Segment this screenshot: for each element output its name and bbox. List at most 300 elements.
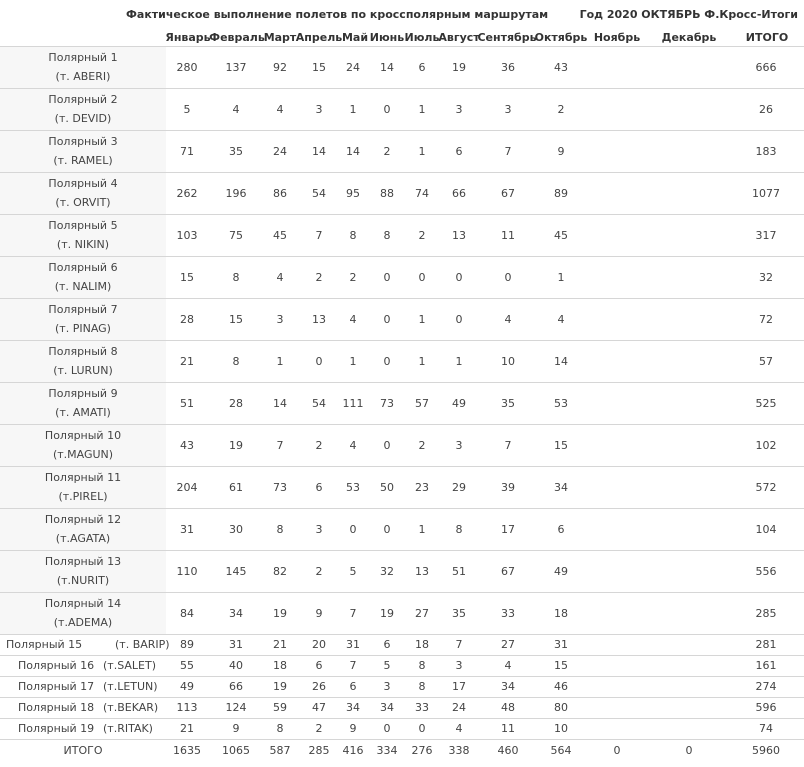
value-cell: 2 bbox=[418, 229, 426, 242]
value-cell: 4 bbox=[232, 103, 240, 116]
value-cell bbox=[587, 173, 647, 215]
table-row bbox=[0, 592, 804, 635]
value-cell: 21 bbox=[273, 638, 287, 651]
value-cell: 14 bbox=[554, 355, 568, 368]
value-cell: 14 bbox=[273, 397, 287, 410]
value-cell bbox=[659, 173, 719, 215]
table-row bbox=[0, 676, 804, 697]
value-cell: 204 bbox=[176, 481, 198, 494]
table-row bbox=[0, 697, 804, 718]
value-cell: 28 bbox=[229, 397, 243, 410]
value-cell: 31 bbox=[180, 523, 194, 536]
value-cell: 31 bbox=[229, 638, 243, 651]
value-cell: 66 bbox=[452, 187, 466, 200]
value-cell: 3 bbox=[383, 680, 391, 693]
route-point: (т. ABERI) bbox=[55, 70, 111, 83]
value-cell: 5 bbox=[349, 565, 357, 578]
table-row bbox=[0, 718, 804, 739]
value-cell: 21 bbox=[180, 722, 194, 735]
row-total-cell: 596 bbox=[755, 701, 777, 714]
value-cell: 124 bbox=[225, 701, 247, 714]
value-cell: 49 bbox=[452, 397, 466, 410]
value-cell: 2 bbox=[418, 439, 426, 452]
value-cell: 7 bbox=[315, 229, 323, 242]
route-point: (т.MAGUN) bbox=[52, 448, 114, 461]
value-cell: 0 bbox=[383, 439, 391, 452]
value-cell: 8 bbox=[276, 523, 284, 536]
value-cell: 11 bbox=[501, 722, 515, 735]
value-cell bbox=[659, 47, 719, 89]
value-cell bbox=[587, 635, 647, 655]
value-cell: 0 bbox=[418, 722, 426, 735]
row-total-cell: 104 bbox=[755, 523, 777, 536]
total-value-cell: 338 bbox=[448, 744, 470, 757]
route-point: (т.LETUN) bbox=[103, 680, 158, 693]
value-cell: 3 bbox=[455, 103, 463, 116]
value-cell bbox=[587, 656, 647, 676]
value-cell: 67 bbox=[501, 187, 515, 200]
value-cell: 88 bbox=[380, 187, 394, 200]
value-cell bbox=[587, 89, 647, 131]
value-cell: 8 bbox=[276, 722, 284, 735]
column-header: Август bbox=[438, 31, 480, 44]
value-cell: 43 bbox=[180, 439, 194, 452]
value-cell: 84 bbox=[180, 607, 194, 620]
value-cell: 27 bbox=[501, 638, 515, 651]
value-cell bbox=[587, 131, 647, 173]
value-cell: 49 bbox=[180, 680, 194, 693]
value-cell: 6 bbox=[315, 481, 323, 494]
row-total-cell: 274 bbox=[755, 680, 777, 693]
table-row bbox=[0, 655, 804, 676]
value-cell: 34 bbox=[229, 607, 243, 620]
column-header: ИТОГО bbox=[745, 31, 789, 44]
value-cell: 5 bbox=[383, 659, 391, 672]
total-value-cell: 276 bbox=[411, 744, 433, 757]
value-cell: 0 bbox=[418, 271, 426, 284]
route-name-cell bbox=[0, 593, 166, 635]
route-point: (т.RITAK) bbox=[103, 722, 153, 735]
row-total-cell: 285 bbox=[755, 607, 777, 620]
value-cell: 53 bbox=[346, 481, 360, 494]
value-cell: 17 bbox=[501, 523, 515, 536]
value-cell: 9 bbox=[557, 145, 565, 158]
value-cell: 50 bbox=[380, 481, 394, 494]
table-row bbox=[0, 424, 804, 467]
value-cell: 48 bbox=[501, 701, 515, 714]
value-cell: 61 bbox=[229, 481, 243, 494]
route-name-cell bbox=[0, 383, 166, 425]
route-name-cell bbox=[0, 47, 166, 89]
value-cell: 13 bbox=[452, 229, 466, 242]
route-point: (т.ADEMA) bbox=[53, 616, 113, 629]
value-cell: 262 bbox=[176, 187, 198, 200]
value-cell: 19 bbox=[380, 607, 394, 620]
value-cell: 27 bbox=[415, 607, 429, 620]
route-name-cell bbox=[0, 425, 166, 467]
route-point: (т. ORVIT) bbox=[55, 196, 111, 209]
column-header: Март bbox=[263, 31, 297, 44]
report-title: Фактическое выполнение полетов по кроссполярным маршрутам bbox=[126, 8, 549, 21]
value-cell: 2 bbox=[315, 439, 323, 452]
table-row bbox=[0, 214, 804, 257]
value-cell bbox=[659, 551, 719, 593]
value-cell: 33 bbox=[415, 701, 429, 714]
value-cell: 6 bbox=[315, 659, 323, 672]
table-row bbox=[0, 466, 804, 509]
total-value-cell: 285 bbox=[308, 744, 330, 757]
value-cell: 75 bbox=[229, 229, 243, 242]
value-cell: 11 bbox=[501, 229, 515, 242]
value-cell bbox=[659, 215, 719, 257]
value-cell: 24 bbox=[273, 145, 287, 158]
value-cell: 8 bbox=[232, 355, 240, 368]
value-cell: 59 bbox=[273, 701, 287, 714]
value-cell bbox=[587, 299, 647, 341]
value-cell: 7 bbox=[455, 638, 463, 651]
value-cell: 92 bbox=[273, 61, 287, 74]
route-point: (т. NIKIN) bbox=[56, 238, 110, 251]
row-total-cell: 666 bbox=[755, 61, 777, 74]
value-cell bbox=[659, 383, 719, 425]
route-name: Полярный 14 bbox=[44, 597, 122, 610]
value-cell bbox=[587, 593, 647, 635]
value-cell: 31 bbox=[554, 638, 568, 651]
row-total-cell: 32 bbox=[759, 271, 773, 284]
value-cell: 4 bbox=[504, 659, 512, 672]
value-cell: 0 bbox=[455, 313, 463, 326]
value-cell: 8 bbox=[418, 659, 426, 672]
route-point: (т. AMATI) bbox=[55, 406, 111, 419]
row-total-cell: 183 bbox=[755, 145, 777, 158]
value-cell: 0 bbox=[383, 722, 391, 735]
value-cell: 47 bbox=[312, 701, 326, 714]
value-cell: 23 bbox=[415, 481, 429, 494]
column-header: Июль bbox=[404, 31, 440, 44]
route-point: (т. DEVID) bbox=[54, 112, 112, 125]
value-cell: 80 bbox=[554, 701, 568, 714]
column-header: Январь bbox=[165, 31, 211, 44]
value-cell: 43 bbox=[554, 61, 568, 74]
value-cell bbox=[587, 47, 647, 89]
value-cell bbox=[659, 89, 719, 131]
value-cell: 8 bbox=[349, 229, 357, 242]
value-cell: 6 bbox=[455, 145, 463, 158]
value-cell: 24 bbox=[452, 701, 466, 714]
value-cell: 8 bbox=[455, 523, 463, 536]
totals-label: ИТОГО bbox=[63, 744, 103, 757]
route-name: Полярный 18 bbox=[18, 701, 95, 714]
row-total-cell: 161 bbox=[755, 659, 777, 672]
route-name: Полярный 8 bbox=[48, 345, 118, 358]
total-value-cell: 0 bbox=[685, 744, 693, 757]
total-value-cell: 1635 bbox=[173, 744, 201, 757]
value-cell bbox=[659, 719, 719, 739]
value-cell: 1 bbox=[455, 355, 463, 368]
total-value-cell: 1065 bbox=[222, 744, 250, 757]
row-total-cell: 317 bbox=[755, 229, 777, 242]
value-cell: 7 bbox=[349, 659, 357, 672]
route-point: (т.NURIT) bbox=[56, 574, 110, 587]
value-cell: 3 bbox=[276, 313, 284, 326]
row-total-cell: 72 bbox=[759, 313, 773, 326]
value-cell: 3 bbox=[455, 439, 463, 452]
value-cell: 45 bbox=[273, 229, 287, 242]
value-cell: 4 bbox=[276, 103, 284, 116]
value-cell: 14 bbox=[380, 61, 394, 74]
value-cell: 6 bbox=[557, 523, 565, 536]
value-cell: 2 bbox=[383, 145, 391, 158]
value-cell: 280 bbox=[176, 61, 198, 74]
value-cell: 89 bbox=[554, 187, 568, 200]
route-point: (т. LURUN) bbox=[53, 364, 113, 377]
value-cell: 46 bbox=[554, 680, 568, 693]
value-cell: 20 bbox=[312, 638, 326, 651]
value-cell: 145 bbox=[225, 565, 247, 578]
route-name: Полярный 7 bbox=[48, 303, 118, 316]
value-cell: 18 bbox=[415, 638, 429, 651]
total-value-cell: 587 bbox=[269, 744, 291, 757]
value-cell: 82 bbox=[273, 565, 287, 578]
column-header: Октябрь bbox=[534, 31, 588, 44]
value-cell: 3 bbox=[504, 103, 512, 116]
value-cell: 21 bbox=[180, 355, 194, 368]
route-name: Полярный 2 bbox=[48, 93, 118, 106]
value-cell: 54 bbox=[312, 187, 326, 200]
value-cell: 15 bbox=[312, 61, 326, 74]
row-total-cell: 281 bbox=[755, 638, 777, 651]
value-cell bbox=[659, 425, 719, 467]
value-cell: 9 bbox=[315, 607, 323, 620]
value-cell: 18 bbox=[554, 607, 568, 620]
route-name: Полярный 1 bbox=[48, 51, 118, 64]
value-cell bbox=[587, 341, 647, 383]
route-name-cell bbox=[0, 173, 166, 215]
value-cell bbox=[659, 509, 719, 551]
route-point: (т. PINAG) bbox=[55, 322, 111, 335]
row-total-cell: 57 bbox=[759, 355, 773, 368]
value-cell: 67 bbox=[501, 565, 515, 578]
value-cell: 4 bbox=[349, 439, 357, 452]
value-cell: 57 bbox=[415, 397, 429, 410]
value-cell: 2 bbox=[315, 722, 323, 735]
column-header: Май bbox=[341, 31, 369, 44]
value-cell: 34 bbox=[380, 701, 394, 714]
value-cell: 0 bbox=[383, 103, 391, 116]
value-cell: 4 bbox=[455, 722, 463, 735]
value-cell: 5 bbox=[183, 103, 191, 116]
route-name-cell bbox=[0, 467, 166, 509]
value-cell bbox=[659, 299, 719, 341]
total-value-cell: 460 bbox=[497, 744, 519, 757]
value-cell: 7 bbox=[504, 439, 512, 452]
table-row bbox=[0, 46, 804, 89]
value-cell: 2 bbox=[557, 103, 565, 116]
value-cell: 10 bbox=[554, 722, 568, 735]
value-cell: 1 bbox=[418, 523, 426, 536]
column-header: Апрель bbox=[295, 31, 343, 44]
table-row bbox=[0, 550, 804, 593]
column-header: Февраль bbox=[209, 31, 265, 44]
value-cell: 8 bbox=[418, 680, 426, 693]
value-cell bbox=[587, 698, 647, 718]
value-cell bbox=[587, 383, 647, 425]
route-name: Полярный 12 bbox=[44, 513, 122, 526]
value-cell: 19 bbox=[273, 607, 287, 620]
report-period: Год 2020 ОКТЯБРЬ Ф.Кросс-Итоги bbox=[579, 8, 798, 21]
value-cell: 29 bbox=[452, 481, 466, 494]
value-cell: 14 bbox=[346, 145, 360, 158]
value-cell bbox=[587, 719, 647, 739]
value-cell bbox=[587, 425, 647, 467]
value-cell: 8 bbox=[383, 229, 391, 242]
column-header: Сентябрь bbox=[477, 31, 537, 44]
value-cell: 6 bbox=[349, 680, 357, 693]
value-cell bbox=[587, 677, 647, 697]
route-name-cell bbox=[0, 341, 166, 383]
value-cell: 4 bbox=[504, 313, 512, 326]
value-cell: 86 bbox=[273, 187, 287, 200]
value-cell: 0 bbox=[383, 271, 391, 284]
table-row bbox=[0, 634, 804, 655]
route-name-cell bbox=[0, 215, 166, 257]
row-total-cell: 1077 bbox=[752, 187, 780, 200]
route-name: Полярный 11 bbox=[44, 471, 122, 484]
value-cell bbox=[659, 635, 719, 655]
value-cell: 14 bbox=[312, 145, 326, 158]
value-cell: 111 bbox=[342, 397, 364, 410]
route-point: (т.BEKAR) bbox=[103, 701, 159, 714]
value-cell: 66 bbox=[229, 680, 243, 693]
value-cell: 51 bbox=[180, 397, 194, 410]
value-cell: 8 bbox=[232, 271, 240, 284]
value-cell: 0 bbox=[383, 355, 391, 368]
value-cell: 3 bbox=[315, 103, 323, 116]
value-cell: 7 bbox=[349, 607, 357, 620]
table-row bbox=[0, 88, 804, 131]
value-cell: 196 bbox=[225, 187, 247, 200]
value-cell: 3 bbox=[455, 659, 463, 672]
row-total-cell: 102 bbox=[755, 439, 777, 452]
column-header: Июнь bbox=[369, 31, 405, 44]
table-row bbox=[0, 382, 804, 425]
column-header: Декабрь bbox=[661, 31, 717, 44]
value-cell: 1 bbox=[276, 355, 284, 368]
route-name-cell bbox=[0, 89, 166, 131]
value-cell: 95 bbox=[346, 187, 360, 200]
value-cell: 7 bbox=[276, 439, 284, 452]
value-cell: 2 bbox=[349, 271, 357, 284]
value-cell: 17 bbox=[452, 680, 466, 693]
row-total-cell: 74 bbox=[759, 722, 773, 735]
value-cell: 34 bbox=[554, 481, 568, 494]
value-cell: 54 bbox=[312, 397, 326, 410]
value-cell: 6 bbox=[418, 61, 426, 74]
value-cell: 1 bbox=[349, 355, 357, 368]
value-cell bbox=[659, 593, 719, 635]
value-cell: 34 bbox=[346, 701, 360, 714]
value-cell: 1 bbox=[418, 103, 426, 116]
route-name: Полярный 5 bbox=[48, 219, 118, 232]
value-cell: 1 bbox=[418, 355, 426, 368]
route-point: (т. BARIP) bbox=[115, 638, 170, 651]
route-name: Полярный 4 bbox=[48, 177, 118, 190]
value-cell: 103 bbox=[176, 229, 198, 242]
value-cell: 4 bbox=[557, 313, 565, 326]
value-cell: 110 bbox=[176, 565, 198, 578]
value-cell: 18 bbox=[273, 659, 287, 672]
value-cell bbox=[587, 551, 647, 593]
value-cell: 35 bbox=[452, 607, 466, 620]
route-name-cell bbox=[0, 131, 166, 173]
value-cell: 45 bbox=[554, 229, 568, 242]
value-cell bbox=[659, 131, 719, 173]
value-cell: 0 bbox=[383, 523, 391, 536]
column-header: Ноябрь bbox=[593, 31, 641, 44]
route-name-cell bbox=[0, 299, 166, 341]
value-cell: 15 bbox=[180, 271, 194, 284]
value-cell bbox=[659, 656, 719, 676]
route-point: (т.AGATA) bbox=[55, 532, 111, 545]
value-cell: 15 bbox=[554, 439, 568, 452]
route-name: Полярный 3 bbox=[48, 135, 118, 148]
value-cell: 71 bbox=[180, 145, 194, 158]
value-cell: 73 bbox=[380, 397, 394, 410]
route-name-cell bbox=[0, 551, 166, 593]
value-cell: 51 bbox=[452, 565, 466, 578]
table-row bbox=[0, 508, 804, 551]
row-total-cell: 26 bbox=[759, 103, 773, 116]
value-cell: 26 bbox=[312, 680, 326, 693]
value-cell: 13 bbox=[312, 313, 326, 326]
value-cell: 113 bbox=[176, 701, 198, 714]
value-cell: 1 bbox=[418, 145, 426, 158]
route-name: Полярный 15 bbox=[6, 638, 83, 651]
value-cell: 19 bbox=[452, 61, 466, 74]
value-cell: 1 bbox=[349, 103, 357, 116]
value-cell: 6 bbox=[383, 638, 391, 651]
route-point: (т. NALIM) bbox=[54, 280, 112, 293]
value-cell: 30 bbox=[229, 523, 243, 536]
table-row bbox=[0, 340, 804, 383]
value-cell: 1 bbox=[418, 313, 426, 326]
value-cell: 31 bbox=[346, 638, 360, 651]
value-cell: 35 bbox=[229, 145, 243, 158]
value-cell bbox=[587, 257, 647, 299]
route-point: (т. RAMEL) bbox=[53, 154, 113, 167]
value-cell: 7 bbox=[504, 145, 512, 158]
total-value-cell: 0 bbox=[613, 744, 621, 757]
route-name: Полярный 6 bbox=[48, 261, 118, 274]
value-cell: 28 bbox=[180, 313, 194, 326]
value-cell bbox=[659, 698, 719, 718]
value-cell: 19 bbox=[273, 680, 287, 693]
value-cell bbox=[659, 257, 719, 299]
row-total-cell: 556 bbox=[755, 565, 777, 578]
route-point: (т.SALET) bbox=[103, 659, 156, 672]
total-value-cell: 564 bbox=[550, 744, 572, 757]
value-cell: 36 bbox=[501, 61, 515, 74]
total-value-cell: 334 bbox=[376, 744, 398, 757]
value-cell: 10 bbox=[501, 355, 515, 368]
value-cell bbox=[659, 677, 719, 697]
table-row bbox=[0, 298, 804, 341]
value-cell bbox=[659, 341, 719, 383]
value-cell bbox=[659, 467, 719, 509]
value-cell: 2 bbox=[315, 565, 323, 578]
grand-total-cell: 5960 bbox=[752, 744, 780, 757]
value-cell: 32 bbox=[380, 565, 394, 578]
